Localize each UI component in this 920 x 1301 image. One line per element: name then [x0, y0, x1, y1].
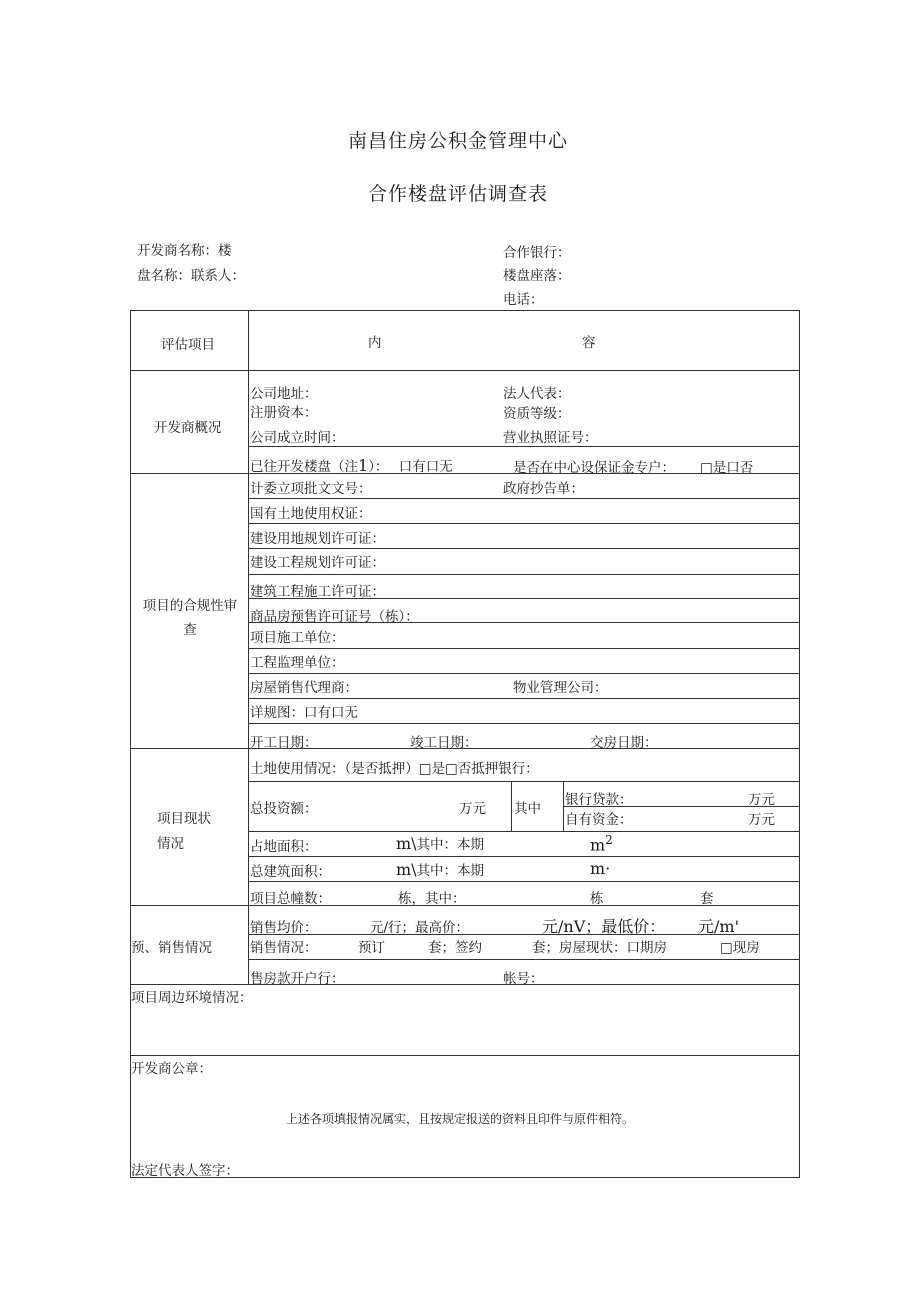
contractor-field[interactable]: 项目施工单位： [250, 630, 345, 646]
past-projects-tail: ）： [368, 459, 389, 475]
building-area-unit: m\其中：本期 [396, 860, 485, 879]
environment-field[interactable]: 项目周边环境情况： [131, 990, 253, 1006]
start-date-field[interactable]: 开工日期： [250, 735, 318, 751]
row-line [248, 574, 800, 575]
row-line [248, 856, 800, 857]
page-title: 南昌住房公积金管理中心 [348, 130, 569, 152]
sales-agent-field[interactable]: 房屋销售代理商： [250, 680, 358, 696]
signed-field[interactable]: 套；签约 [428, 940, 482, 956]
cooperating-bank-label: 合作银行： [503, 245, 571, 261]
row-line [248, 959, 800, 960]
row-line [130, 370, 800, 371]
row-line [248, 723, 800, 724]
developer-name-label: 开发商名称：楼 [137, 243, 232, 259]
form-subtitle: 合作楼盘评估调查表 [368, 183, 549, 205]
column-header-content: 内 [368, 335, 382, 351]
land-area-unit-current: $m^2$ [590, 833, 613, 855]
total-investment-field[interactable]: 总投资额： [250, 801, 318, 817]
qualification-field[interactable]: 资质等级： [503, 406, 571, 422]
min-price-unit: 元/m' [698, 917, 739, 936]
gov-copy-field[interactable]: 政府抄告单： [503, 481, 584, 497]
column-header-item: 评估项目 [161, 337, 215, 353]
building-area-field[interactable]: 总建筑面积： [250, 864, 331, 880]
row-line [248, 698, 800, 699]
row-line [248, 831, 800, 832]
construction-permit-field[interactable]: 建筑工程施工许可证： [250, 584, 385, 600]
land-cert-field[interactable]: 国有土地使用权证： [250, 506, 372, 522]
min-price-field[interactable]: 元/nV；最低价： [542, 917, 666, 936]
land-plan-permit-field[interactable]: 建设用地规划许可证： [250, 531, 385, 547]
row-line [248, 446, 800, 447]
building-count-unit: 栋 [590, 891, 604, 907]
avg-price-field[interactable]: 销售均价： [250, 920, 318, 936]
sets-count-unit: 套 [700, 891, 714, 907]
engineering-plan-permit-field[interactable]: 建设工程规划许可证： [250, 555, 385, 571]
row-line [130, 984, 800, 985]
business-license-field[interactable]: 营业执照证号： [503, 430, 598, 446]
own-funds-unit: 万元 [748, 812, 775, 828]
guarantee-account-label: 是否在中心设保证金专户： [513, 460, 675, 476]
bank-loan-unit: 万元 [748, 792, 775, 808]
guarantee-account-options[interactable]: □是口否 [700, 460, 754, 476]
declaration-text: 上述各项填报情况属实，且按规定报送的资料且印件与原件相符。 [286, 1112, 635, 1126]
project-contact-label: 盘名称：联系人： [137, 268, 245, 284]
bank-loan-field[interactable]: 银行贷款： [565, 792, 633, 808]
past-projects-label: 已往开发楼盘（注 [250, 459, 358, 475]
property-mgmt-field[interactable]: 物业管理公司： [513, 680, 608, 696]
status-section-label-2: 情况 [157, 836, 184, 852]
max-price-field[interactable]: 元/行；最高价： [370, 920, 470, 936]
column-header-content: 容 [582, 335, 596, 351]
legal-rep-field[interactable]: 法人代表： [503, 386, 571, 402]
land-area-field[interactable]: 占地面积： [250, 839, 318, 855]
ready-house-option[interactable]: □现房 [720, 940, 760, 956]
land-use-field[interactable]: 土地使用情况：（是否抵押）□是□否抵押银行： [250, 761, 539, 777]
finish-date-field[interactable]: 竣工日期： [410, 735, 478, 751]
row-line [248, 781, 800, 782]
company-address-field[interactable]: 公司地址： [250, 386, 318, 402]
among-label: 其中 [514, 801, 541, 817]
registered-capital-field[interactable]: 注册资本： [250, 405, 318, 421]
developer-section-label: 开发商概况 [154, 420, 222, 436]
row-line [248, 648, 800, 649]
land-area-unit: m\其中：本期 [396, 834, 485, 853]
building-area-unit-current: m· [590, 859, 611, 878]
supervisor-field[interactable]: 工程监理单位： [250, 655, 345, 671]
subcell-divider [511, 781, 512, 831]
founded-date-field[interactable]: 公司成立时间： [250, 430, 345, 446]
note-number: 1 [358, 456, 369, 475]
presale-permit-field[interactable]: 商品房预售许可证号（栋）： [250, 609, 419, 625]
row-line [248, 498, 800, 499]
row-line [248, 881, 800, 882]
phone-label: 电话： [503, 292, 544, 308]
location-label: 楼盘座落： [503, 268, 571, 284]
status-section-label: 项目现状 [157, 811, 211, 827]
own-funds-field[interactable]: 自有资金： [565, 812, 633, 828]
row-line [248, 673, 800, 674]
house-status-options[interactable]: 套；房屋现状：口期房 [532, 940, 667, 956]
approval-doc-field[interactable]: 计委立项批文文号： [250, 481, 372, 497]
account-number-field[interactable]: 帐号： [503, 971, 544, 987]
account-bank-field[interactable]: 售房款开户行： [250, 971, 345, 987]
compliance-section-label: 项目的合规性审查 [142, 598, 238, 638]
past-projects-field[interactable] [250, 455, 453, 475]
past-projects-options[interactable]: 口有口无 [398, 459, 453, 475]
developer-seal-field[interactable]: 开发商公章： [131, 1061, 212, 1077]
legal-signature-field[interactable]: 法定代表人签字： [131, 1163, 239, 1179]
building-count-mid: 栋，其中： [398, 891, 466, 907]
detail-plan-field[interactable]: 详规图：口有口无 [250, 705, 358, 721]
row-line [248, 523, 800, 524]
row-line [248, 548, 800, 549]
building-count-field[interactable]: 项目总幢数： [250, 891, 331, 907]
subcell-divider [563, 781, 564, 831]
row-line [130, 1055, 800, 1056]
total-investment-unit: 万元 [459, 801, 486, 817]
delivery-date-field[interactable]: 交房日期： [590, 735, 658, 751]
sales-status-label: 销售情况： [250, 940, 318, 956]
presold-field[interactable]: 预订 [358, 940, 385, 956]
sales-section-label: 预、销售情况 [131, 940, 212, 956]
